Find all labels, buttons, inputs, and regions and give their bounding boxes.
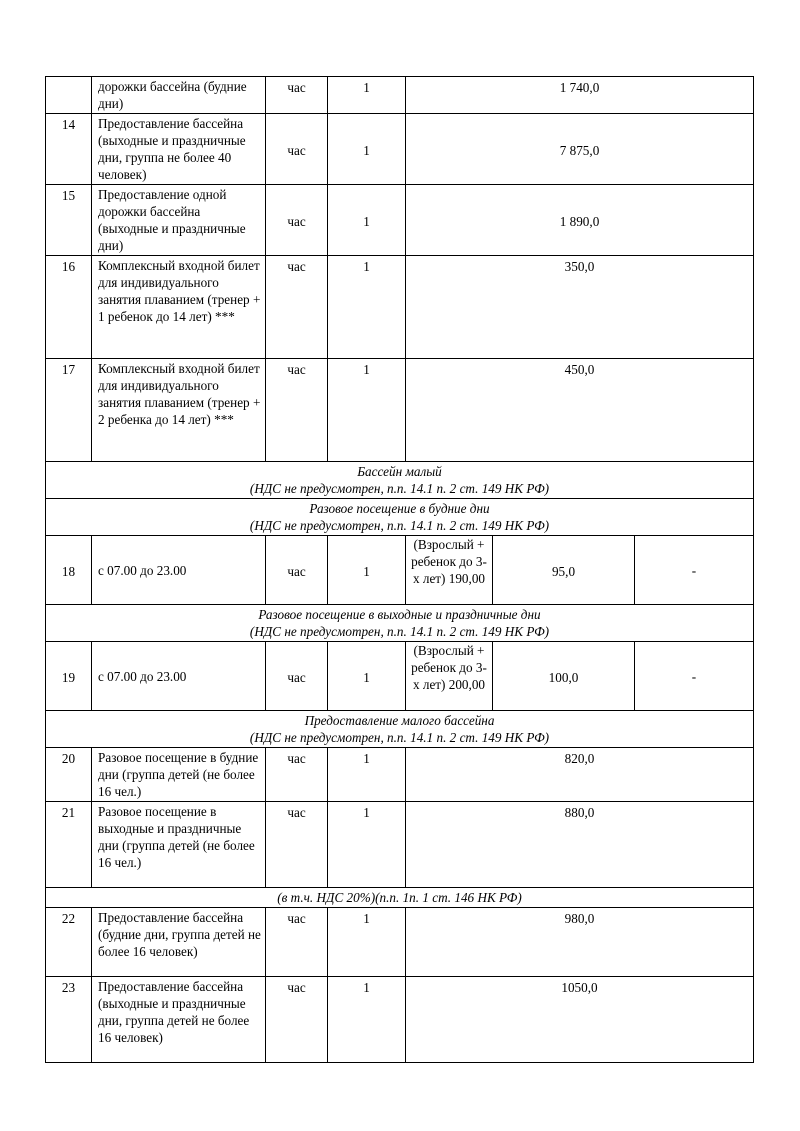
table-row: [46, 185, 754, 256]
row-number: 23: [46, 977, 92, 1063]
service-name: Комплексный входной билет для индивидуального занятия плаванием (тренер + 2 ребенка до 14 лет) ***: [92, 359, 266, 462]
row-number: 17: [46, 359, 92, 462]
section-cell: [46, 605, 754, 642]
unit: час: [266, 359, 328, 462]
section-title: Разовое посещение в будние дни: [309, 501, 490, 516]
dash-cell: -: [635, 536, 754, 605]
table-row: [46, 77, 754, 114]
row-number: 15: [46, 185, 92, 256]
section-header: [46, 888, 754, 908]
unit: час: [266, 748, 328, 802]
unit: час: [266, 802, 328, 888]
section-header: [46, 711, 754, 748]
table-row: [46, 114, 754, 185]
adult-child-price: (Взрослый + ребенок до 3-х лет) 190,00: [406, 536, 493, 605]
unit: час: [266, 977, 328, 1063]
price: 95,0: [493, 536, 635, 605]
quantity: 1: [328, 908, 406, 977]
service-name: с 07.00 до 23.00: [92, 642, 266, 711]
service-name: Комплексный входной билет для индивидуального занятия плаванием (тренер + 1 ребенок до 14 лет) ***: [92, 256, 266, 359]
price: 1 740,0: [406, 77, 754, 114]
row-number: 19: [46, 642, 92, 711]
quantity: 1: [328, 114, 406, 185]
price: 1050,0: [406, 977, 754, 1063]
quantity: 1: [328, 802, 406, 888]
price: 350,0: [406, 256, 754, 359]
quantity: 1: [328, 256, 406, 359]
price-table: [45, 76, 754, 1063]
unit: час: [266, 114, 328, 185]
unit: час: [266, 77, 328, 114]
table-row: [46, 977, 754, 1063]
unit: час: [266, 185, 328, 256]
quantity: 1: [328, 77, 406, 114]
price: 980,0: [406, 908, 754, 977]
price: 450,0: [406, 359, 754, 462]
section-header: [46, 499, 754, 536]
section-title: Предоставление малого бассейна: [304, 713, 495, 728]
section-note: (НДС не предусмотрен, п.п. 14.1 п. 2 ст. 149 НК РФ): [249, 481, 550, 496]
quantity: 1: [328, 359, 406, 462]
quantity: 1: [328, 977, 406, 1063]
section-title: Бассейн малый: [357, 464, 442, 479]
table-row: [46, 536, 754, 605]
unit: час: [266, 642, 328, 711]
service-name: дорожки бассейна (будние дни): [92, 77, 266, 114]
table-row: [46, 748, 754, 802]
dash-cell: -: [635, 642, 754, 711]
quantity: 1: [328, 536, 406, 605]
service-name: Предоставление бассейна (выходные и праздничные дни, группа не более 40 человек): [92, 114, 266, 185]
row-number: 16: [46, 256, 92, 359]
section-note: (НДС не предусмотрен, п.п. 14.1 п. 2 ст. 149 НК РФ): [249, 730, 550, 745]
service-name: с 07.00 до 23.00: [92, 536, 266, 605]
service-name: Предоставление одной дорожки бассейна (выходные и праздничные дни): [92, 185, 266, 256]
row-number: 18: [46, 536, 92, 605]
unit: час: [266, 256, 328, 359]
unit: час: [266, 536, 328, 605]
unit: час: [266, 908, 328, 977]
table-row: [46, 642, 754, 711]
section-header: [46, 462, 754, 499]
service-name: Разовое посещение в будние дни (группа детей (не более 16 чел.): [92, 748, 266, 802]
section-title: (в т.ч. НДС 20%)(п.п. 1п. 1 ст. 146 НК РФ): [46, 888, 754, 908]
section-cell: [46, 499, 754, 536]
table-row: [46, 256, 754, 359]
row-number: 20: [46, 748, 92, 802]
row-number: 14: [46, 114, 92, 185]
quantity: 1: [328, 748, 406, 802]
quantity: 1: [328, 185, 406, 256]
table-row: [46, 802, 754, 888]
row-number: 21: [46, 802, 92, 888]
price: 820,0: [406, 748, 754, 802]
row-number: [46, 77, 92, 114]
price: 100,0: [493, 642, 635, 711]
service-name: Предоставление бассейна (выходные и праздничные дни, группа детей не более 16 человек): [92, 977, 266, 1063]
quantity: 1: [328, 642, 406, 711]
section-title: Разовое посещение в выходные и праздничные дни: [258, 607, 541, 622]
section-cell: [46, 711, 754, 748]
section-header: [46, 605, 754, 642]
section-note: (НДС не предусмотрен, п.п. 14.1 п. 2 ст. 149 НК РФ): [249, 624, 550, 639]
price: 880,0: [406, 802, 754, 888]
adult-child-price: (Взрослый + ребенок до 3-х лет) 200,00: [406, 642, 493, 711]
section-note: (НДС не предусмотрен, п.п. 14.1 п. 2 ст. 149 НК РФ): [249, 518, 550, 533]
row-number: 22: [46, 908, 92, 977]
service-name: Разовое посещение в выходные и праздничные дни (группа детей (не более 16 чел.): [92, 802, 266, 888]
price: 7 875,0: [406, 114, 754, 185]
service-name: Предоставление бассейна (будние дни, группа детей не более 16 человек): [92, 908, 266, 977]
section-cell: [46, 462, 754, 499]
table-row: [46, 359, 754, 462]
price: 1 890,0: [406, 185, 754, 256]
table-row: [46, 908, 754, 977]
